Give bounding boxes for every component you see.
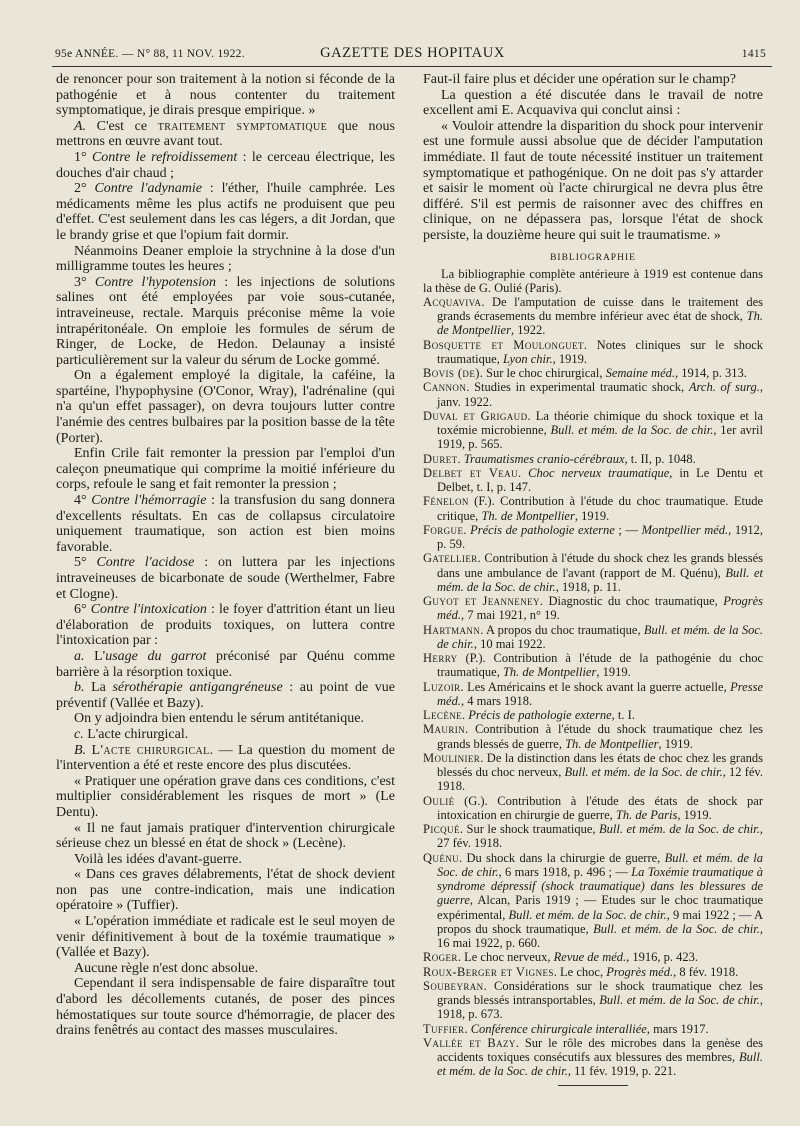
reference-author: Oulié: [423, 793, 455, 808]
text-run: : au point de vue préventif (Vallée et Bazy).: [56, 680, 395, 711]
bibliography-entry: [423, 950, 763, 964]
text-run: .: [457, 451, 464, 466]
text-run: Contre l'intoxication: [90, 602, 207, 618]
reference-author: Fénelon: [423, 494, 469, 509]
text-run: La Toxémie traumatique à syndrome dépressif (shock traumatique) dans les blessures de guerre: [437, 864, 763, 908]
bibliography-entry: [423, 965, 763, 979]
text-run: .: [517, 465, 529, 480]
text-run: , 7 mai 1921, n° 19.: [460, 608, 560, 623]
reference-author: Vallée et Bazy: [423, 1035, 516, 1050]
text-run: b.: [74, 680, 85, 696]
text-run: 1°: [74, 149, 92, 165]
paragraph: [56, 649, 395, 680]
paragraph: [56, 181, 395, 243]
bibliography-entry: [423, 751, 763, 794]
text-run: Contre l'acidose: [96, 555, 195, 571]
reference-author: Luzoir: [423, 679, 461, 694]
text-run: 5°: [74, 555, 97, 571]
text-run: . Diagnostic du choc traumatique,: [539, 594, 724, 609]
text-run: , 1916, p. 423.: [626, 950, 699, 965]
text-run: Revue de méd.: [553, 950, 627, 965]
paragraph: Cependant il sera indispensable de faire disparaître tout d'abord les décollements cutanés, de poser des pinces hémostatiques sur toute source d'hémorragie, de placer des drains fenêtrés au contact des masses musculaires.: [56, 976, 395, 1039]
text-run: , 12 fév. 1918.: [437, 765, 763, 794]
text-run: (G.). Contribution à l'étude des états de shock par intoxication en chirurgie de guerre,: [437, 793, 763, 822]
bibliography-entry: [423, 722, 763, 751]
bibliography-entry: [423, 523, 763, 552]
reference-author: Delbet et Veau: [423, 465, 518, 480]
paragraph: [56, 119, 395, 150]
reference-author: Hartmann: [423, 622, 481, 637]
bibliography-entry: [423, 494, 763, 523]
text-run: , 1918, p. 673.: [437, 993, 763, 1022]
text-run: L'acte chirurgical.: [83, 726, 189, 742]
bibliography-entry: [423, 409, 763, 452]
text-run: , 1919.: [658, 736, 693, 751]
text-run: Bull. et mém. de la Soc. de chir.: [437, 565, 763, 594]
reference-author: Roger: [423, 950, 458, 965]
text-run: . Sur le shock traumatique,: [459, 822, 600, 837]
text-run: , 10 mai 1922.: [473, 636, 546, 651]
text-run: 3°: [74, 274, 95, 290]
paragraph: Voilà les idées d'avant-guerre.: [74, 851, 242, 867]
reference-author: Duval et Grigaud: [423, 408, 528, 423]
text-run: 6°: [74, 602, 91, 618]
text-run: Bull. et mém. de la Soc. de chir.: [508, 907, 667, 922]
text-run: . Contribution à l'étude du shock traumatique chez les grands blessés de guerre,: [437, 722, 763, 751]
text-run: .: [463, 522, 471, 537]
running-header: [55, 44, 770, 66]
text-run: Bull. et mém. de la Soc. de chir.: [599, 993, 760, 1008]
paragraph: [56, 743, 395, 774]
text-run: . Sur le rôle des microbes dans la genèse des accidents toxiques consécutifs aux blessures des membres,: [437, 1035, 764, 1065]
text-run: , in Le Dentu et Delbet, t. I, p. 147.: [437, 465, 763, 495]
text-run: Bull. et mém. de la Soc. de chir.: [564, 765, 723, 780]
text-run: Bull. et mém. de la Soc. de chir.: [437, 1050, 763, 1079]
text-run: . Les Américains et le shock avant la guerre actuelle,: [460, 679, 731, 694]
bibliography-entry: [423, 380, 763, 409]
reference-author: Lecène: [423, 708, 463, 723]
text-run: , 6 mars 1918, p. 496 ; —: [498, 864, 632, 879]
text-run: que nous mettrons en œuvre avant tout.: [56, 118, 395, 150]
text-run: : la transfusion du sang donnera d'excellents résultats. En cas de collapsus circulatoire uniquement traumatique, son action est bien moins favorable.: [56, 493, 395, 555]
text-run: Bull. et mém. de la Soc. de chir.: [593, 921, 760, 936]
text-run: Th. de Montpellier: [437, 309, 763, 338]
reference-author: Bovis (de): [423, 366, 480, 381]
text-run: , 16 mai 1922, p. 660.: [437, 921, 763, 951]
text-run: : les injections de solutions salines ont été employées par voie sous-cutanée, intraveineuse, rectale. Marquis préconise même la voie intrapéritonéale. On emploie les formules de sérum de Ringer, de Locke, de Hedon. Delaunay a insisté particulièrement sur la valeur du sérum de Locke gommé.: [56, 274, 395, 368]
text-run: , 1918, p. 11.: [555, 579, 621, 594]
text-run: Précis de pathologie externe: [468, 708, 612, 723]
text-run: . A propos du choc traumatique,: [480, 622, 644, 637]
bibliography-entry: [423, 594, 763, 623]
text-run: Contre l'adynamie: [94, 181, 202, 197]
text-run: Précis de pathologie externe: [470, 522, 615, 537]
text-run: , 27 fév. 1918.: [437, 822, 763, 851]
text-run: , 8 fév. 1918.: [673, 964, 739, 979]
text-run: . Sur le choc chirurgical,: [479, 366, 606, 381]
text-run: , janv. 1922.: [437, 380, 763, 409]
text-run: . Contribution à l'étude du shock chez les grands blessés dans une ambulance de l'avant (rapport de M. Quénu),: [437, 551, 763, 580]
bibliography-entry: [423, 466, 763, 495]
text-run: Bull. et mém. de la Soc. de chir.: [437, 622, 763, 651]
bibliography-entry: [423, 851, 763, 951]
bibliography-entry: [423, 708, 763, 722]
paragraph: [56, 150, 395, 181]
text-run: . De l'amputation de cuisse dans le traitement des grands écrasements du membre inférieur avec état de shock,: [437, 294, 763, 324]
text-run: Progrès méd.: [437, 594, 764, 623]
reference-author: Quénu: [423, 850, 460, 865]
text-run: , 1919.: [552, 351, 587, 366]
text-run: . Le choc nerveux,: [457, 950, 554, 965]
bibliography-entry: [423, 295, 763, 338]
paragraph: La question a été discutée dans le travail de notre excellent ami E. Acquaviva qui conclut ainsi :: [423, 87, 763, 119]
reference-author: Guyot et Jeanneney: [423, 594, 540, 609]
paragraph: [56, 602, 395, 649]
text-run: , 1912, p. 59.: [437, 522, 763, 552]
text-run: C'est ce: [86, 118, 158, 134]
bibliography-entry: [423, 623, 763, 652]
text-run: . La théorie chimique du shock toxique et la toxémie microbienne,: [437, 408, 763, 438]
text-run: : le cerceau électrique, les douches d'air chaud ;: [56, 149, 395, 181]
right-column: [423, 72, 763, 1086]
paragraph: Aucune règle n'est donc absolue.: [74, 960, 259, 976]
paragraph: « Pratiquer une opération grave dans ces conditions, c'est multiplier considérablement les risques de mort » (Le Dentu).: [56, 773, 395, 820]
text-run: , 1919.: [596, 665, 631, 680]
text-run: Conférence chirurgicale interalliée: [470, 1021, 647, 1036]
paragraph: de renoncer pour son traitement à la notion si féconde de la pathogénie et à nous contenter du traitement symptomatique, je dirais presque empirique. »: [56, 72, 395, 119]
text-run: B.: [74, 742, 87, 758]
text-run: préconisé par Quénu comme barrière à la résorption toxique.: [56, 648, 395, 680]
text-run: . Studies in experimental traumatic shock,: [466, 380, 689, 395]
text-run: .: [464, 1021, 471, 1036]
text-run: , 1922.: [510, 323, 546, 338]
paragraph: [56, 275, 395, 369]
bibliography-entry: [423, 794, 763, 823]
text-run: Choc nerveux traumatique: [528, 465, 670, 480]
text-run: . Notes cliniques sur le shock traumatique,: [437, 337, 763, 366]
text-run: Contre le refroidissement: [91, 149, 238, 165]
text-run: . Considérations sur le shock traumatique chez les grands blessés intransportables,: [437, 978, 763, 1008]
issue-info: 95e ANNÉE. — N° 88, 11 NOV. 1922.: [55, 48, 245, 60]
paragraph: « Dans ces graves délabrements, l'état de shock devient non pas une contre-indication, mais une indication opératoire » (Tuffier).: [56, 867, 395, 914]
text-run: usage du garrot: [105, 648, 207, 664]
paragraph: [56, 555, 395, 602]
paragraph: Néanmoins Deaner emploie la strychnine à la dose d'un milligramme toutes les heures ;: [56, 243, 395, 275]
text-run: Th. de Montpellier: [565, 736, 659, 751]
text-run: Th. de Montpellier: [502, 665, 597, 680]
text-run: Lyon chir.: [502, 351, 553, 366]
reference-author: Forgue: [423, 522, 464, 537]
paragraph: [56, 727, 395, 743]
text-run: (F.). Contribution à l'étude du choc traumatique. Etude critique,: [437, 494, 763, 523]
reference-author: Herry: [423, 651, 458, 666]
text-run: Montpellier méd.: [641, 522, 729, 537]
bibliography-entry: [423, 651, 763, 680]
text-run: Traumatismes cranio-cérébraux: [463, 451, 625, 466]
text-run: Bull. et mém. de la Soc. de chir.: [599, 822, 760, 837]
reference-author: Cannon: [423, 380, 467, 395]
text-run: : l'éther, l'huile camphrée. Les médicaments même les plus actifs ne produisent que peu d'effet. C'est seulement dans les cas légers, a dit Jordan, que le brandy grise et que l'opium fait dormir.: [56, 181, 395, 243]
reference-author: Gatellier: [423, 551, 478, 566]
text-run: Arch. of surg.: [688, 380, 760, 395]
bibliography-list: [423, 295, 763, 1079]
paragraph: « Vouloir attendre la disparition du shock pour intervenir est une formule aussi absolue que de décider l'amputation immédiate. Il faut de toute nécessité instituer un traitement symptomatique et pathogénique. On ne doit pas s'y attarder et saisir le moment où l'acte chirurgical ne devra plus être différé. S'il est permis de raisonner avec des chiffres en clinique, on ne dépassera pas, lorsque l'état de shock persiste, la douzième heure qui suit le traumatisme. »: [423, 118, 763, 243]
bibliography-entry: [423, 338, 763, 367]
text-run: , 1919.: [677, 807, 712, 822]
text-run: Presse méd.: [437, 679, 763, 708]
text-run: : on luttera par les injections intraveineuses de bicarbonate de soude (Werthelmer, Fabre et Clogne).: [56, 555, 395, 602]
bibliography-entry: [423, 551, 763, 594]
text-run: , Alcan, Paris 1919 ; — Etudes sur le choc traumatique expérimental,: [437, 893, 763, 922]
page-number: 1415: [741, 48, 766, 60]
reference-author: Duret: [423, 451, 458, 466]
header-rule: [52, 66, 772, 67]
bibliography-entry: [423, 979, 763, 1022]
reference-author: Picqué: [423, 822, 460, 837]
reference-author: Bosquette et Moulonguet: [423, 337, 584, 352]
paragraph: [56, 493, 395, 555]
text-run: Contre l'hémorragie: [91, 493, 207, 509]
text-run: L'acte chirurgical: [91, 742, 210, 758]
text-run: La: [84, 680, 113, 696]
text-run: Th. de Paris: [615, 807, 678, 822]
text-run: sérothérapie antigangréneuse: [112, 680, 283, 696]
bibliography-entry: [423, 452, 763, 466]
paragraph: « L'opération immédiate et radicale est le seul moyen de venir définitivement à bout de la toxémie traumatique » (Vallée et Bazy).: [56, 914, 395, 961]
text-run: , mars 1917.: [646, 1021, 709, 1036]
bibliography-entry: [423, 1022, 763, 1036]
reference-author: Moulinier: [423, 750, 481, 765]
paragraph: Faut-il faire plus et décider une opération sur le champ?: [423, 72, 736, 87]
right-body-text: [423, 72, 763, 244]
bibliography-intro: La bibliographie complète antérieure à 1919 est contenue dans la thèse de G. Oulié (Paris).: [423, 266, 763, 295]
reference-author: Maurin: [423, 722, 466, 737]
text-run: Th. de Montpellier: [481, 508, 575, 523]
journal-title: GAZETTE DES HOPITAUX: [320, 45, 505, 61]
bibliography-heading: BIBLIOGRAPHIE: [550, 252, 636, 263]
text-run: traitement symptomatique: [157, 118, 328, 134]
text-run: . De la distinction dans les états de choc chez les grands blessés du choc nerveux,: [437, 750, 763, 780]
text-run: A.: [74, 118, 87, 134]
text-run: (P.). Contribution à l'étude de la pathogénie du choc traumatique,: [437, 651, 763, 680]
text-run: , 11 fév. 1919, p. 221.: [567, 1064, 677, 1079]
bibliography-entry: [423, 680, 763, 709]
text-run: , t. I.: [611, 708, 635, 723]
reference-author: Roux-Berger et Vignes: [423, 964, 554, 979]
text-run: , 9 mai 1922 ; — A propos du shock traumatique,: [437, 907, 764, 936]
bibliography-entry: [423, 822, 763, 851]
text-run: Contre l'hypotension: [94, 274, 217, 290]
text-run: Bull. et mém. de la Soc. de chir.: [550, 423, 714, 438]
text-run: , 1919.: [574, 508, 610, 523]
paragraph: Enfin Crile fait remonter la pression par l'emploi d'un caleçon pneumatique qui comprime la moitié inférieure du corps, refoule le sang et fait remonter la pression ;: [56, 446, 395, 493]
text-run: c.: [74, 726, 84, 742]
reference-author: Soubeyran: [423, 978, 484, 993]
text-run: 4°: [74, 493, 92, 509]
text-run: L': [84, 648, 106, 664]
bibliography-entry: [423, 1036, 763, 1079]
text-run: Semaine méd.: [605, 366, 675, 381]
paragraph: [56, 680, 395, 711]
text-run: Bull. et mém. de la Soc. de chir.: [437, 850, 764, 879]
text-run: , 1er avril 1919, p. 565.: [437, 423, 763, 452]
reference-author: Acquaviva: [423, 294, 482, 309]
paragraph: On y adjoindra bien entendu le sérum antitétanique.: [74, 711, 365, 727]
paragraph: On a également employé la digitale, la caféine, la spartéine, l'hypophysine (O'Conor, Wray), l'adrénaline (qui n'a qu'un effet passager), on devra toujours lutter contre l'anémie des centres bulbaires par la position basse de la tête (Porter).: [56, 368, 395, 446]
text-run: , 4 mars 1918.: [460, 693, 533, 708]
text-run: 2°: [74, 181, 95, 197]
text-run: . Le choc,: [553, 964, 607, 979]
end-ornament: [558, 1085, 628, 1086]
text-run: , t. II, p. 1048.: [624, 451, 696, 466]
text-run: Progrès méd.: [606, 964, 674, 979]
text-run: . — La question du moment de l'intervention a été et reste encore des plus discutées.: [56, 742, 396, 774]
text-run: a.: [74, 648, 85, 664]
text-run: .: [462, 708, 469, 723]
text-run: : le foyer d'attrition étant un lieu d'élaboration de produits toxiques, on luttera contre l'intoxication par :: [56, 602, 396, 649]
reference-author: Tuffier: [423, 1021, 465, 1036]
bibliography-entry: [423, 366, 763, 380]
paragraph: « Il ne faut jamais pratiquer d'intervention chirurgicale sérieuse chez un blessé en état de shock » (Lecène).: [56, 820, 395, 852]
text-run: ; —: [614, 522, 642, 537]
text-run: , 1914, p. 313.: [675, 366, 747, 381]
text-run: . Du shock dans la chirurgie de guerre,: [459, 850, 665, 865]
left-column: [56, 72, 395, 1039]
